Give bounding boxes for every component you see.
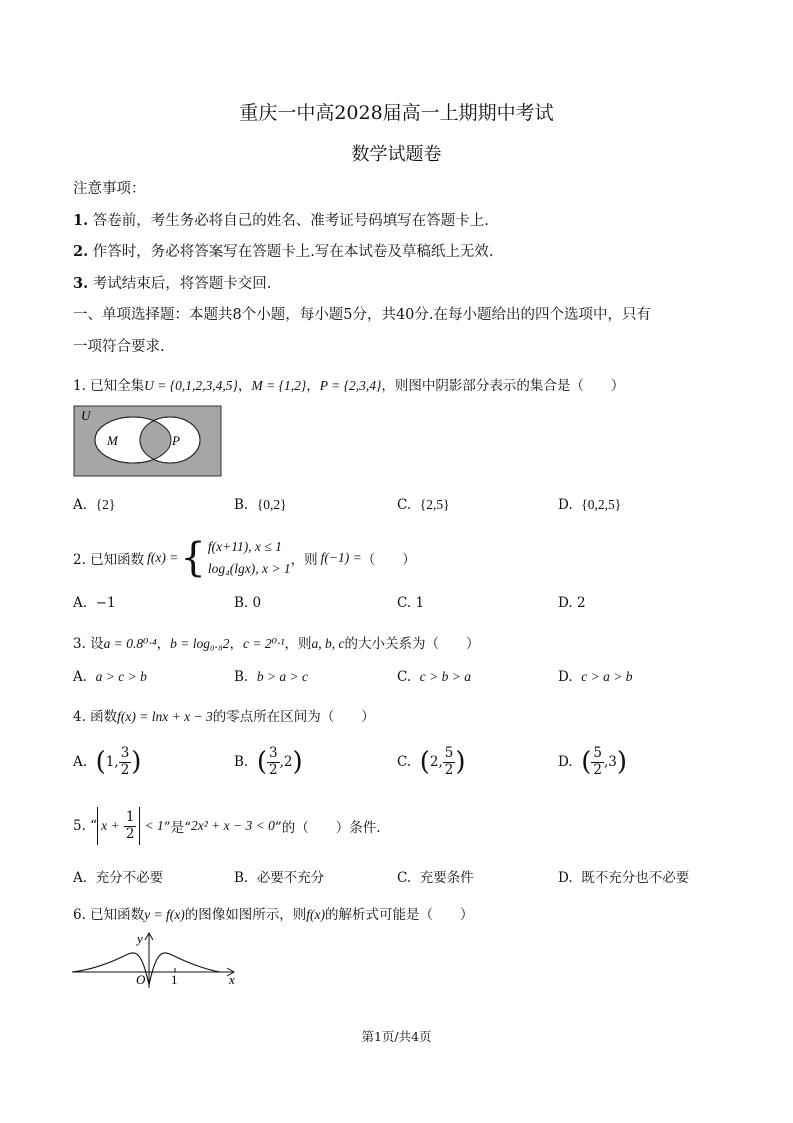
venn-diagram bbox=[73, 405, 223, 478]
option-label: A. bbox=[73, 754, 88, 770]
q2-mid: ，则 bbox=[290, 552, 318, 568]
q5-suffix: ”的（ ）条件. bbox=[274, 820, 381, 836]
q4-suffix: 的零点所在区间为（ ） bbox=[212, 709, 375, 725]
q1-set-m: M = {1,2} bbox=[251, 378, 307, 393]
q1-set-u: U = {0,1,2,3,4,5} bbox=[144, 378, 238, 393]
note-number: 2. bbox=[73, 243, 89, 260]
q1-option-d[interactable] bbox=[558, 497, 621, 513]
q3-mid: ，则 bbox=[284, 636, 312, 652]
q4-func: f(x) = lnx + x − 3 bbox=[117, 709, 213, 724]
option-label: D. bbox=[558, 754, 573, 770]
q3-abc: a, b, c bbox=[311, 636, 345, 651]
option-text: 充分不必要 bbox=[95, 870, 164, 886]
fraction-numerator: 3 bbox=[120, 745, 130, 761]
fraction bbox=[591, 747, 604, 777]
q2-option-a[interactable] bbox=[73, 595, 116, 611]
note-text: 答卷前，考生务必将自己的姓名、准考证号码填写在答题卡上. bbox=[92, 213, 489, 229]
option-text: c > a > b bbox=[581, 669, 633, 684]
q4-option-a[interactable] bbox=[73, 742, 141, 782]
paren-open: ( bbox=[256, 747, 267, 777]
q3-c: c = 2⁰·¹ bbox=[243, 636, 285, 651]
q2-prefix: 2. 已知函数 bbox=[73, 552, 145, 568]
option-text: a > c > b bbox=[95, 669, 147, 684]
fraction-denominator: 2 bbox=[125, 825, 135, 842]
paren-open: ( bbox=[581, 747, 592, 777]
q1-option-b[interactable] bbox=[234, 497, 287, 513]
fraction-denominator: 2 bbox=[120, 761, 130, 778]
option-label: B. bbox=[234, 669, 249, 685]
note-item-1 bbox=[73, 209, 489, 230]
q5-mid: ”是“ bbox=[163, 820, 192, 836]
q1-sep: ， bbox=[237, 378, 252, 394]
question-5-stem bbox=[73, 806, 381, 846]
option-text: c > b > a bbox=[419, 669, 471, 684]
option-text: 1 bbox=[415, 595, 425, 611]
fraction-numerator: 5 bbox=[593, 745, 602, 761]
q2-suffix: （ ） bbox=[361, 552, 416, 568]
paren-open: ( bbox=[419, 747, 430, 777]
option-label: C. bbox=[397, 595, 412, 611]
fraction bbox=[119, 747, 132, 777]
q2-brace: { bbox=[180, 535, 206, 581]
x-tick-label: 1 bbox=[171, 972, 178, 987]
note-text: 作答时，务必将答案写在答题卡上.写在本试卷及草稿纸上无效. bbox=[92, 244, 494, 260]
q3-option-b[interactable] bbox=[234, 669, 308, 685]
fraction-denominator: 2 bbox=[268, 761, 278, 778]
fraction-numerator: 3 bbox=[268, 745, 278, 761]
q1-set-p: P = {2,3,4} bbox=[319, 378, 382, 393]
section-heading-line2: 一项符合要求. bbox=[73, 339, 165, 355]
option-label: B. bbox=[234, 754, 249, 770]
interval-right: ,2 bbox=[279, 754, 293, 770]
option-label: A. bbox=[73, 595, 88, 611]
option-label: D. bbox=[558, 669, 573, 685]
q1-option-c[interactable] bbox=[397, 497, 450, 513]
q3-suffix: 的大小关系为（ ） bbox=[344, 636, 480, 652]
q2-option-b[interactable] bbox=[234, 595, 261, 611]
q5-ineq: 2x² + x − 3 < 0 bbox=[191, 818, 275, 833]
q1-sep: ， bbox=[306, 378, 320, 394]
q3-b: b = log₀.₈2 bbox=[170, 636, 230, 651]
q5-abs-value bbox=[97, 807, 140, 845]
fraction bbox=[267, 747, 280, 777]
q6-yfx: y = f(x) bbox=[144, 907, 185, 922]
q2-f-neg1: f(−1) = bbox=[320, 550, 362, 565]
option-text: 0 bbox=[252, 595, 262, 611]
fraction bbox=[124, 811, 137, 841]
q4-prefix: 4. 函数 bbox=[73, 709, 118, 725]
q3-option-d[interactable] bbox=[558, 669, 632, 685]
option-label: C. bbox=[397, 669, 412, 685]
interval-left: 1, bbox=[105, 754, 119, 770]
option-label: A. bbox=[73, 870, 88, 886]
note-number: 3. bbox=[73, 275, 89, 292]
q3-a: a = 0.8⁰·⁴ bbox=[103, 636, 157, 651]
origin-label: O bbox=[136, 972, 146, 987]
option-text: 充要条件 bbox=[419, 870, 474, 886]
q2-option-d[interactable] bbox=[558, 595, 586, 611]
option-label: D. bbox=[558, 497, 573, 513]
q5-option-b[interactable] bbox=[234, 866, 324, 886]
q3-prefix: 3. 设 bbox=[73, 636, 104, 652]
q6-prefix: 6. 已知函数 bbox=[73, 907, 145, 923]
note-item-2 bbox=[73, 240, 493, 261]
option-text: 必要不充分 bbox=[256, 870, 325, 886]
q1-option-a[interactable] bbox=[73, 497, 115, 513]
q2-cases bbox=[208, 536, 291, 580]
q5-prefix: 5. “ bbox=[73, 818, 98, 834]
q6-mid: 的图像如图所示，则 bbox=[184, 907, 307, 923]
fraction-numerator: 5 bbox=[444, 745, 454, 761]
option-text: {2} bbox=[95, 497, 116, 512]
q5-option-a[interactable] bbox=[73, 866, 163, 886]
option-label: C. bbox=[397, 497, 412, 513]
page-number: 第1页/共4页 bbox=[361, 1029, 432, 1044]
note-item-3 bbox=[73, 272, 271, 293]
option-label: B. bbox=[234, 497, 249, 513]
q5-abs-left: x + bbox=[101, 818, 120, 833]
interval-left: 2, bbox=[429, 754, 443, 770]
option-label: D. bbox=[558, 870, 573, 886]
option-text: {0,2} bbox=[256, 497, 287, 512]
venn-label-m: M bbox=[107, 433, 118, 448]
paren-open: ( bbox=[95, 747, 106, 777]
q4-option-d[interactable] bbox=[558, 742, 627, 782]
paren-close: ) bbox=[292, 747, 303, 777]
section-heading-line1: 一、单项选择题：本题共8个小题，每小题5分，共40分.在每小题给出的四个选项中，只有 bbox=[73, 307, 652, 323]
interval-right: ,3 bbox=[603, 754, 617, 770]
option-label: C. bbox=[397, 754, 412, 770]
q3-option-a[interactable] bbox=[73, 669, 147, 685]
option-label: D. bbox=[558, 595, 573, 611]
q4-option-c[interactable] bbox=[397, 742, 466, 782]
question-1-stem bbox=[73, 374, 624, 394]
fraction-denominator: 2 bbox=[444, 761, 454, 778]
q4-option-b[interactable] bbox=[234, 742, 303, 782]
q1-suffix: ，则图中阴影部分表示的集合是（ ） bbox=[381, 378, 625, 394]
option-text: 2 bbox=[576, 595, 586, 611]
option-text: −1 bbox=[95, 595, 116, 611]
q5-option-d[interactable] bbox=[558, 866, 689, 886]
paren-close: ) bbox=[131, 747, 142, 777]
fraction bbox=[443, 747, 456, 777]
question-3-stem: 3. 设a = 0.8⁰·⁴，b = log₀.₈2，c = 2⁰·¹，则a, b, c的大小关系为（ ） bbox=[73, 636, 480, 652]
q1-prefix: 1. 已知全集 bbox=[73, 378, 145, 394]
q2-option-c[interactable] bbox=[397, 595, 424, 611]
q2-case-2: log₄(lgx), x > 1 bbox=[207, 561, 291, 576]
q3-option-c[interactable] bbox=[397, 669, 471, 685]
x-axis-label: x bbox=[229, 972, 235, 987]
q5-option-c[interactable] bbox=[397, 866, 474, 886]
option-label: B. bbox=[234, 595, 249, 611]
option-label: A. bbox=[73, 497, 88, 513]
fraction-numerator: 1 bbox=[125, 809, 135, 825]
q6-fx: f(x) bbox=[306, 907, 325, 922]
notes-heading: 注意事项： bbox=[73, 181, 146, 197]
option-text: {2,5} bbox=[419, 497, 450, 512]
note-text: 考试结束后，将答题卡交回. bbox=[92, 276, 272, 292]
q2-case-1: f(x+11), x ≤ 1 bbox=[207, 539, 282, 554]
exam-title: 重庆一中高2028届高一上期期中考试 bbox=[239, 102, 554, 124]
note-number: 1. bbox=[73, 212, 89, 229]
question-4-stem bbox=[73, 705, 375, 725]
option-text: {0,2,5} bbox=[581, 497, 622, 512]
option-text: 既不充分也不必要 bbox=[581, 870, 690, 886]
exam-subtitle: 数学试题卷 bbox=[351, 144, 442, 165]
option-label: A. bbox=[73, 669, 88, 685]
y-axis-label: y bbox=[137, 931, 143, 946]
function-curve bbox=[72, 953, 220, 985]
fraction-denominator: 2 bbox=[593, 761, 602, 778]
venn-label-u: U bbox=[81, 408, 91, 423]
function-graph bbox=[70, 928, 245, 990]
venn-label-p: P bbox=[172, 433, 180, 448]
q6-suffix: 的解析式可能是（ ） bbox=[325, 907, 474, 923]
paren-close: ) bbox=[616, 747, 628, 777]
option-text: b > a > c bbox=[256, 669, 309, 684]
q5-abs-right: < 1 bbox=[144, 818, 164, 833]
q2-fx: f(x) = bbox=[147, 550, 179, 565]
option-label: C. bbox=[397, 870, 412, 886]
question-6-stem bbox=[73, 903, 474, 923]
paren-close: ) bbox=[455, 747, 466, 777]
question-2-stem bbox=[73, 536, 416, 580]
option-label: B. bbox=[234, 870, 249, 886]
